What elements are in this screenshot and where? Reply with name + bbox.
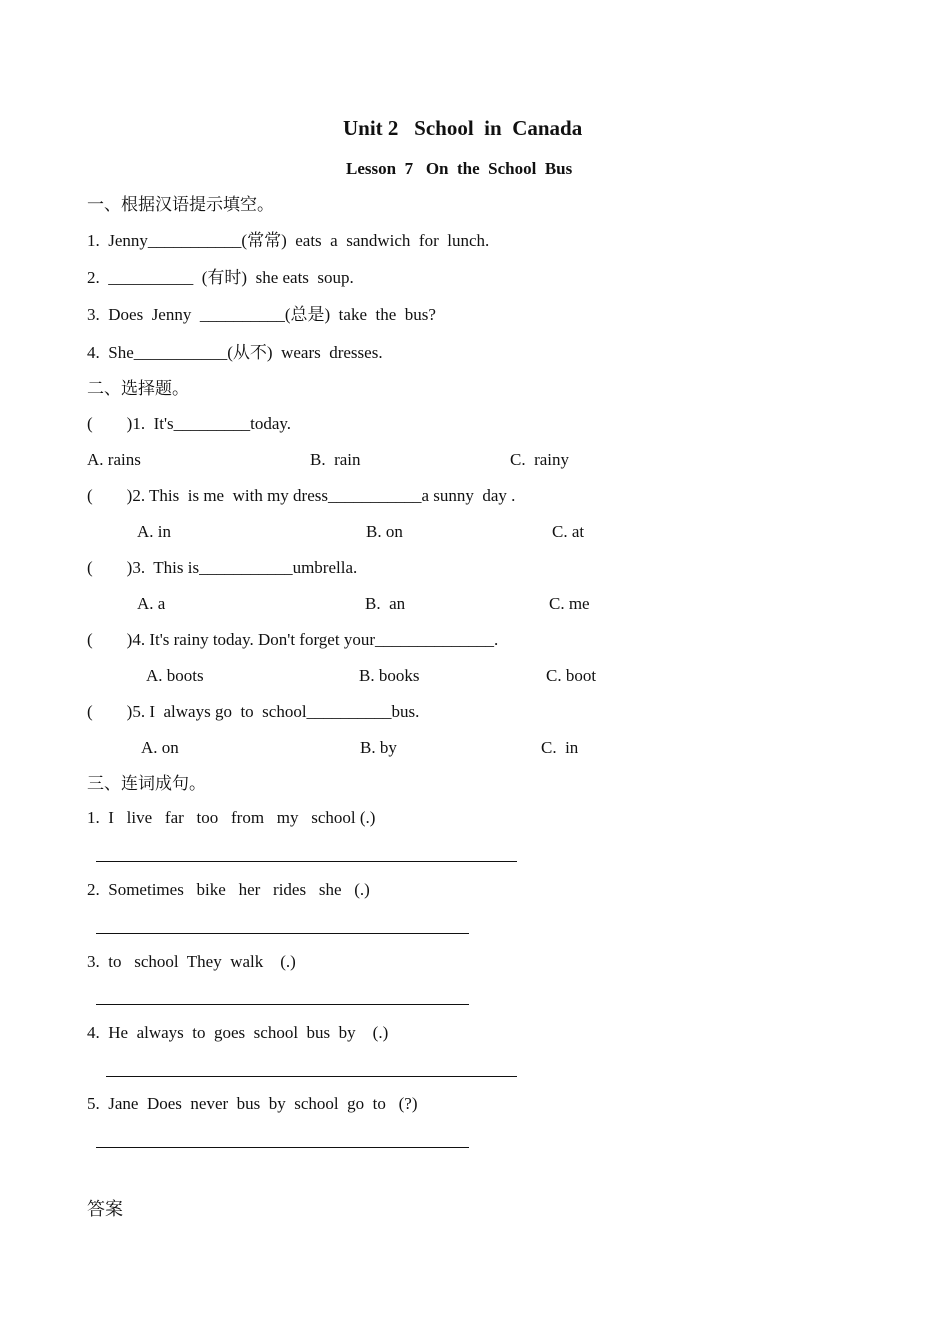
question-2-option-a: A. in	[137, 522, 171, 541]
page-title: Unit 2 School in Canada	[343, 116, 583, 140]
question-1-option-b: B. rain	[310, 450, 361, 469]
question-4-option-a: A. boots	[146, 666, 204, 685]
question-3-option-b: B. an	[365, 594, 406, 613]
question-3-option-c: C. me	[549, 594, 590, 613]
question-5-option-c: C. in	[541, 738, 579, 757]
question-1-stem: ( )1. It's_________today.	[87, 414, 292, 433]
reorder-item-2: 2. Sometimes bike her rides she (.)	[87, 880, 370, 899]
reorder-item-1: 1. I live far too from my school (.)	[87, 808, 376, 827]
fill-item-3: 3. Does Jenny __________(总是) take the bus?	[87, 305, 436, 324]
answer-heading: 答案	[87, 1199, 123, 1219]
answer-line-3	[96, 1004, 469, 1005]
fill-item-4: 4. She___________(从不) wears dresses.	[87, 343, 383, 362]
fill-item-1: 1. Jenny___________(常常) eats a sandwich for lunch.	[87, 231, 490, 250]
question-4-stem: ( )4. It's rainy today. Don't forget your______________.	[87, 630, 499, 649]
question-2-option-b: B. on	[366, 522, 403, 541]
question-5-option-a: A. on	[141, 738, 179, 757]
question-3-option-a: A. a	[137, 594, 166, 613]
question-4-option-b: B. books	[359, 666, 420, 685]
section1-heading: 一、根据汉语提示填空。	[87, 195, 274, 214]
question-3-stem: ( )3. This is___________umbrella.	[87, 558, 358, 577]
reorder-item-3: 3. to school They walk (.)	[87, 952, 296, 971]
question-1-option-a: A. rains	[87, 450, 141, 469]
answer-line-4	[106, 1076, 517, 1077]
answer-line-5	[96, 1147, 469, 1148]
question-5-option-b: B. by	[360, 738, 397, 757]
section3-heading: 三、连词成句。	[87, 774, 206, 793]
question-4-option-c: C. boot	[546, 666, 597, 685]
fill-item-2: 2. __________ (有时) she eats soup.	[87, 268, 354, 287]
answer-line-1	[96, 861, 517, 862]
reorder-item-4: 4. He always to goes school bus by (.)	[87, 1023, 389, 1042]
reorder-item-5: 5. Jane Does never bus by school go to (?)	[87, 1094, 418, 1113]
answer-line-2	[96, 933, 469, 934]
section2-heading: 二、选择题。	[87, 379, 189, 398]
question-2-stem: ( )2. This is me with my dress___________a sunny day .	[87, 486, 516, 505]
lesson-subtitle: Lesson 7 On the School Bus	[346, 159, 573, 178]
question-5-stem: ( )5. I always go to school__________bus.	[87, 702, 420, 721]
question-2-option-c: C. at	[552, 522, 585, 541]
question-1-option-c: C. rainy	[510, 450, 570, 469]
